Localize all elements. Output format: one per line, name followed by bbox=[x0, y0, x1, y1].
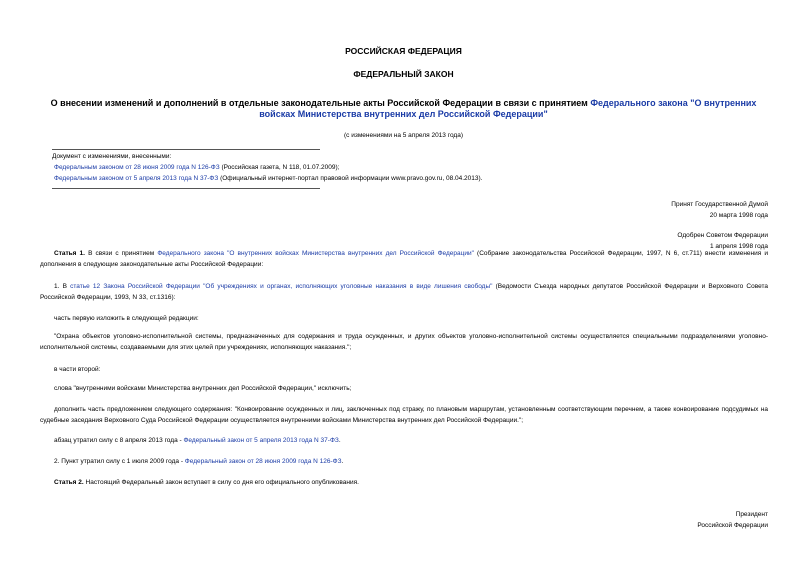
article-2-text: Настоящий Федеральный закон вступает в силу со дня его официального опубликования. bbox=[83, 479, 359, 486]
doc-change-item bbox=[52, 162, 492, 173]
title-text: О внесении изменений и дополнений в отдельные законодательные акты Российской Федерации в связи с принятием bbox=[50, 98, 588, 108]
edition-note: (с изменениями на 5 апреля 2013 года) bbox=[343, 132, 463, 139]
paragraph-7-post: . bbox=[338, 437, 341, 444]
doc-change-item bbox=[52, 173, 492, 184]
paragraph-7-link[interactable]: Федеральный закон от 5 апреля 2013 года N 37-ФЗ bbox=[183, 437, 339, 444]
paragraph-6: дополнить часть предложением следующего содержания: "Конвоирование осужденных и лиц, заключенных под стражу, по плановым маршрутам, установленным соответствующим перечнем, а также конвоирование подсудимых на судебные заседания Верховного Суда Российской Федерации осуществляется внутренними войсками Министерства внутренних дел Российской Федерации."; bbox=[40, 406, 768, 424]
paragraph-1 bbox=[40, 282, 768, 303]
doc-type-heading: ФЕДЕРАЛЬНЫЙ ЗАКОН bbox=[353, 69, 454, 79]
divider-top bbox=[52, 149, 320, 150]
signature-title: Президент bbox=[735, 511, 768, 518]
signature-block bbox=[568, 509, 768, 531]
doc-changes-note bbox=[52, 151, 492, 184]
paragraph-8-post: . bbox=[341, 458, 344, 465]
paragraph-1-pre: 1. В bbox=[54, 283, 71, 290]
paragraph-5: слова "внутренними войсками Министерства внутренних дел Российской Федерации," исключить; bbox=[54, 385, 352, 392]
council-date: 1 апреля 1998 года bbox=[709, 243, 768, 250]
paragraph-8 bbox=[40, 457, 768, 468]
article-1 bbox=[40, 249, 768, 270]
signature-org: Российской Федерации bbox=[697, 522, 768, 529]
article-1-heading: Статья 1. bbox=[54, 250, 85, 257]
paragraph-1-post: (Ведомости Съезда народных депутатов Российской Федерации и Верховного Совета Российской Федерации, 1993, N 33, ст.1316): bbox=[40, 283, 768, 301]
article-2-heading: Статья 2. bbox=[54, 479, 84, 486]
paragraph-8-pre: 2. Пункт утратил силу с 1 июля 2009 года - bbox=[54, 458, 185, 465]
doc-change-link[interactable]: Федеральным законом от 28 июня 2009 года N 126-ФЗ bbox=[54, 164, 220, 171]
paragraph-1-link[interactable]: статье 12 Закона Российской Федерации "Об учреждениях и органах, исполняющих уголовные наказания в виде лишения свободы" bbox=[70, 283, 493, 290]
article-1-text-pre: В связи с принятием bbox=[84, 250, 158, 257]
duma-label: Принят Государственной Думой bbox=[671, 201, 768, 208]
doc-change-source: (Российская газета, N 118, 01.07.2009); bbox=[219, 164, 340, 171]
article-1-link[interactable]: Федерального закона "О внутренних войсках Министерства внутренних дел Российской Федерации" bbox=[157, 250, 474, 257]
doc-change-source: (Официальный интернет-портал правовой информации www.pravo.gov.ru, 08.04.2013). bbox=[218, 175, 483, 182]
paragraph-7-pre: абзац утратил силу с 8 апреля 2013 года - bbox=[54, 437, 184, 444]
council-label: Одобрен Советом Федерации bbox=[677, 232, 768, 239]
law-title bbox=[40, 98, 767, 120]
paragraph-8-link[interactable]: Федеральный закон от 28 июня 2009 года N 126-ФЗ bbox=[184, 458, 342, 465]
country-heading: РОССИЙСКАЯ ФЕДЕРАЦИЯ bbox=[345, 46, 462, 56]
duma-date: 20 марта 1998 года bbox=[709, 212, 768, 219]
doc-change-link[interactable]: Федеральным законом от 5 апреля 2013 года N 37-ФЗ bbox=[54, 175, 219, 182]
paragraph-7 bbox=[40, 436, 768, 447]
paragraph-3: "Охрана объектов уголовно-исполнительной системы, предназначенных для содержания и труда осужденных, и других объектов уголовно-исполнительной системы осуществляется специальными подразделениями уголовно-исполнительной системы, создаваемыми для этих целей при учреждениях, исполняющих наказания."; bbox=[40, 333, 768, 351]
article-2 bbox=[40, 478, 768, 489]
divider-bottom bbox=[52, 188, 320, 189]
paragraph-2: часть первую изложить в следующей редакции: bbox=[54, 315, 199, 322]
paragraph-4: в части второй: bbox=[54, 366, 101, 373]
article-1-text-post: (Собрание законодательства Российской Федерации, 1997, N 6, ст.711) внести изменения и дополнения в следующие законодательные акты Российской Федерации: bbox=[40, 250, 768, 268]
title-link[interactable]: Федерального закона "О внутренних войсках Министерства внутренних дел Российской Федерации" bbox=[259, 98, 757, 119]
adoption-duma bbox=[568, 199, 768, 221]
doc-changes-intro: Документ с изменениями, внесенными: bbox=[52, 153, 172, 160]
